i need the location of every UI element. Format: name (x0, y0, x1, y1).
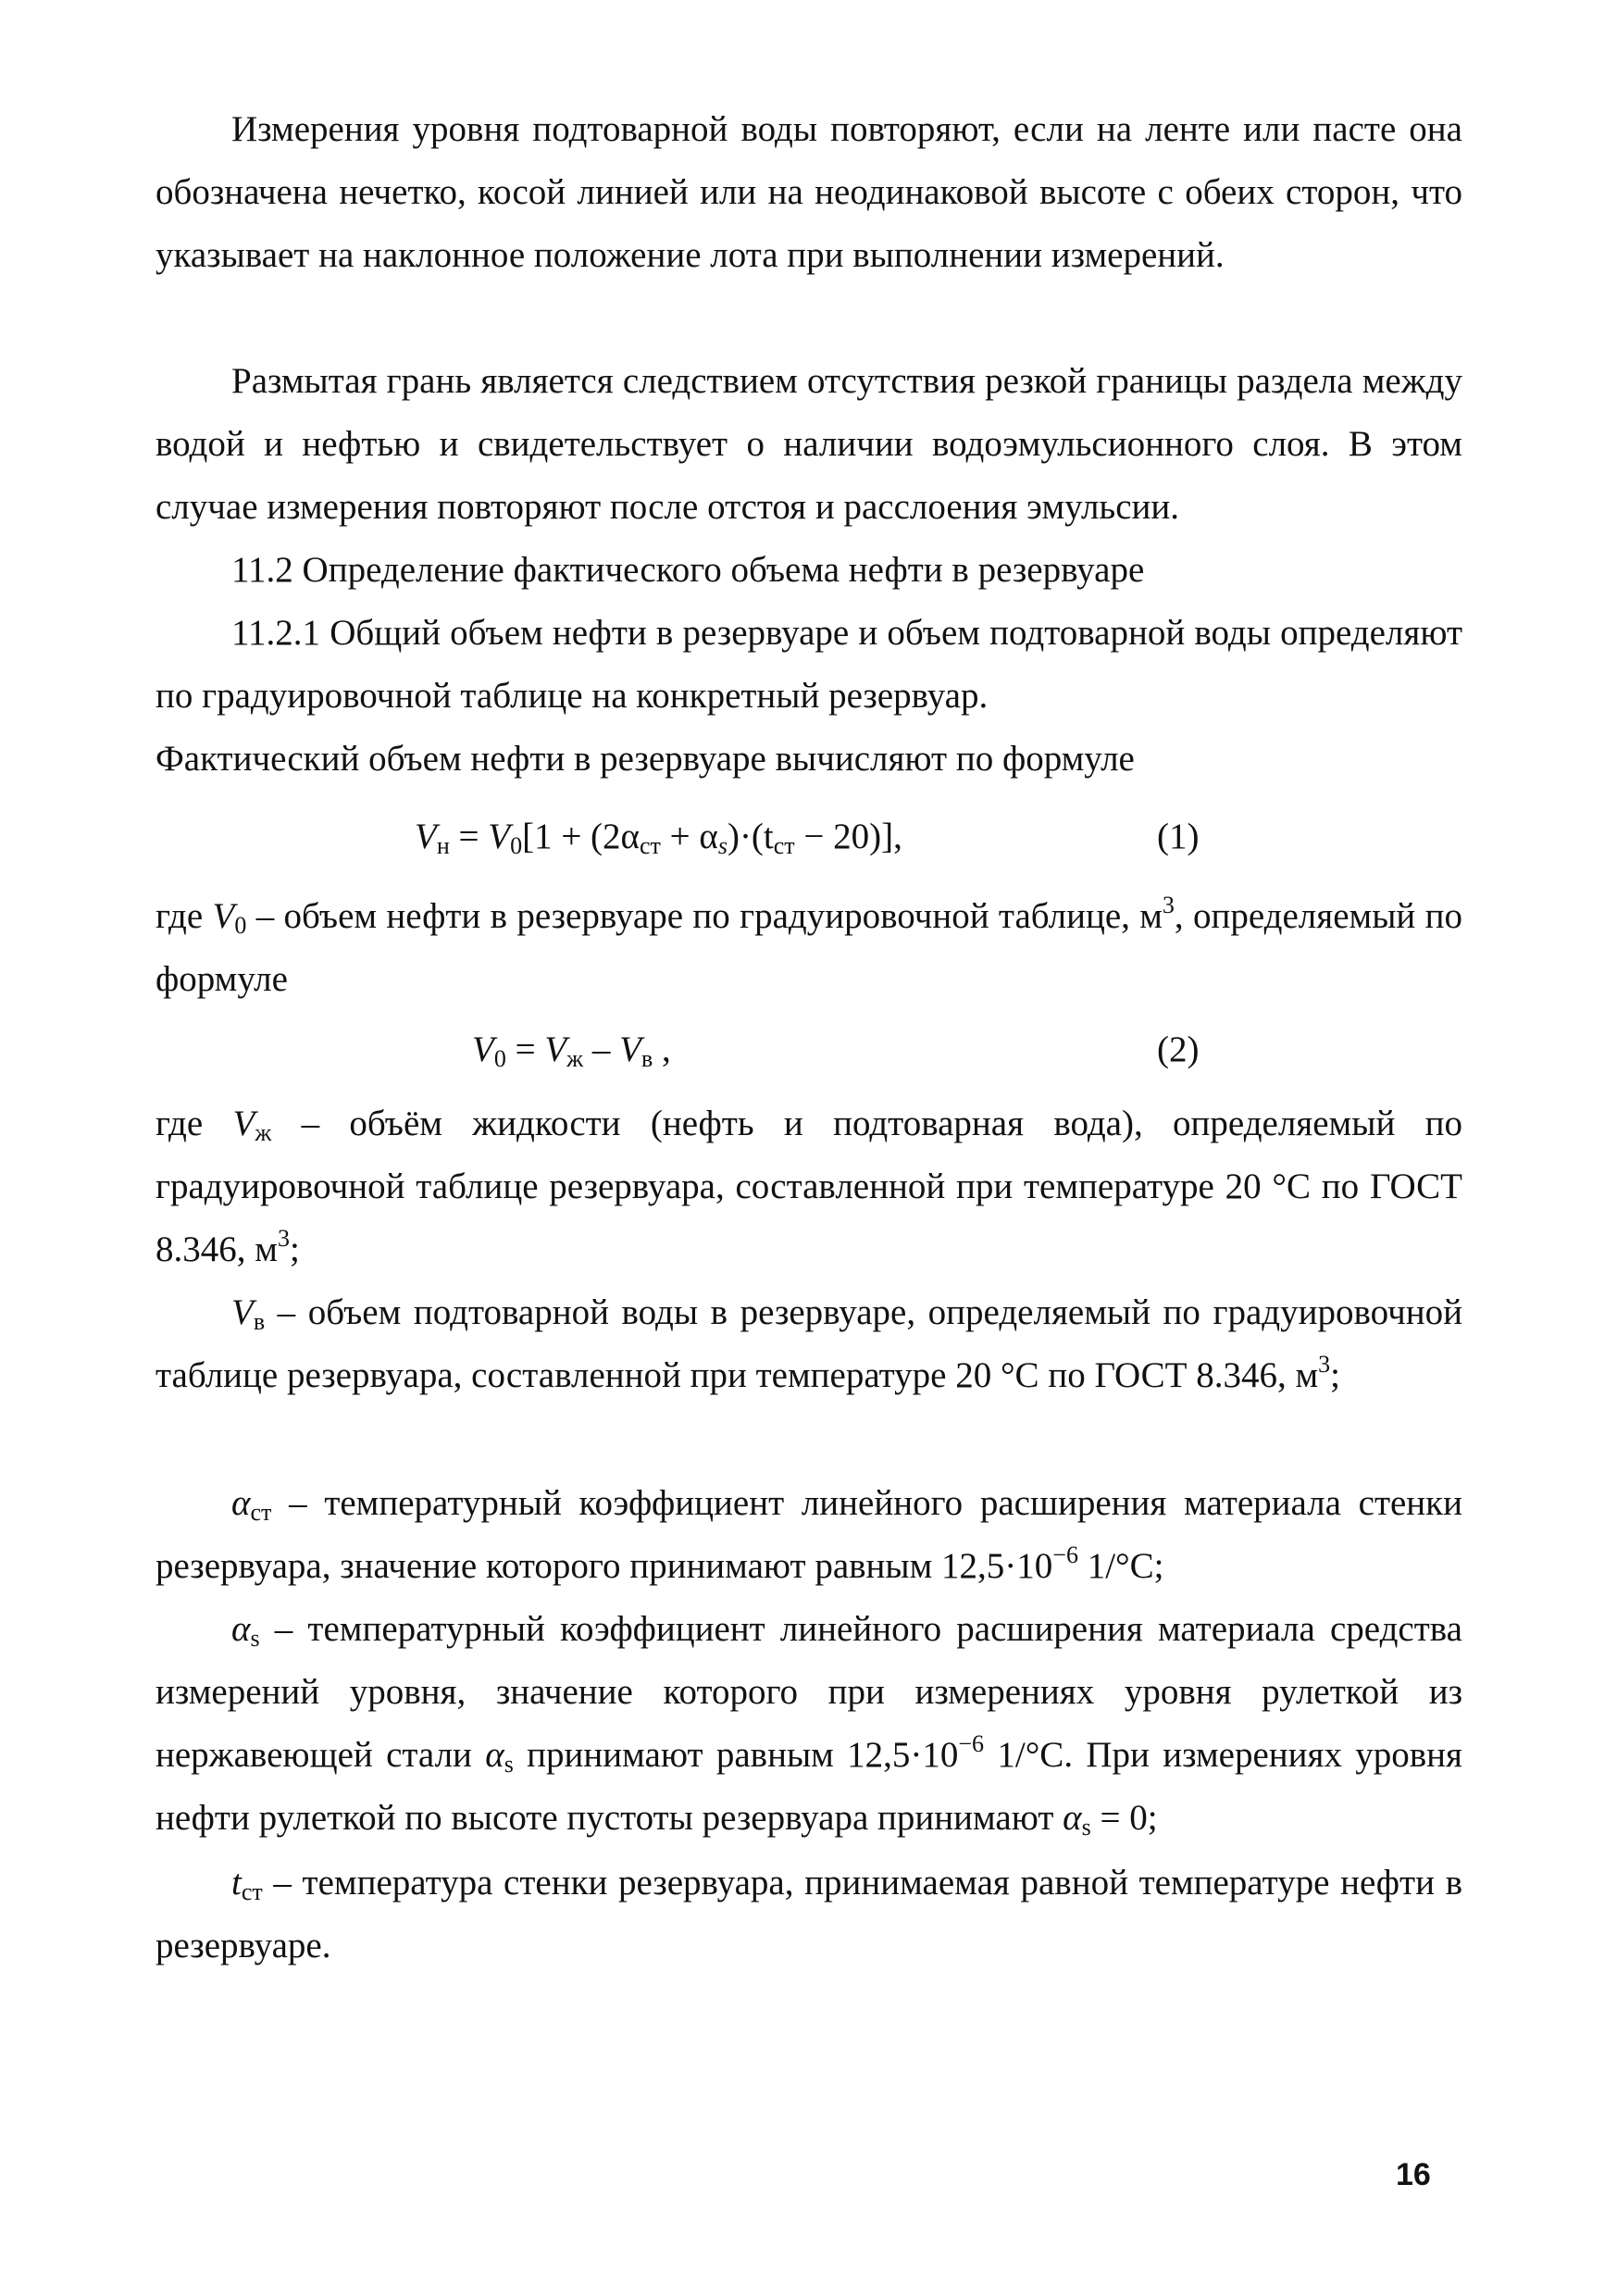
paragraph-water-level: Измерения уровня подтоварной воды повторяют, если на ленте или пасте она обозначена нечетко, косой линией или на неодинаковой высоте с обеих сторон, что указывает на наклонное положение лота при выполнении измерений. (155, 109, 1462, 275)
equation-number-2: (2) (1157, 1029, 1200, 1069)
page-number: 16 (1396, 2157, 1431, 2192)
definition-v-liquid: где $V_ж$ – объём жидкости (нефть и подтоварная вода), определяемый по градуировочной таблице резервуара, составленной при температуре 20 °С по ГОСТ 8.346, $м^3$; (155, 1104, 1462, 1269)
definition-alpha-s: $\alpha_s$ – температурный коэффициент линейного расширения материала средства измерений уровня, значение которого при измерениях уровня рулеткой из нержавеющей стали $\alpha_s$ принимают равным $12,5\cdot 10^{-6}$ 1/°С. При измерениях уровня нефти рулеткой по высоте пустоты резервуара принимают $\alpha_s = 0$; (155, 1609, 1462, 1841)
formula-2: $V_0 = V_ж - V_в$ , (472, 1029, 671, 1072)
section-heading: 11.2 Определение фактического объема нефти в резервуаре (231, 550, 1145, 590)
definition-t-wall: $t_{ст}$ – температура стенки резервуара, принимаемая равной температуре нефти в резервуаре. (155, 1863, 1462, 1965)
definition-v0: где $V_0$ – объем нефти в резервуаре по градуировочной таблице, $м^3$, определяемый по формуле (155, 892, 1462, 999)
paragraph-blurred-edge: Размытая грань является следствием отсутствия резкой границы раздела между водой и нефтью и свидетельствует о наличии водоэмульсионного слоя. В этом случае измерения повторяют после отстоя и расслоения эмульсии. (155, 361, 1462, 527)
paragraph-total-volume: 11.2.1 Общий объем нефти в резервуаре и объем подтоварной воды определяют по градуировочной таблице на конкретный резервуар. (155, 613, 1462, 716)
formula-intro: Фактический объем нефти в резервуаре вычисляют по формуле (155, 739, 1135, 779)
definition-v-water: $V_в$ – объем подтоварной воды в резервуаре, определяемый по градуировочной таблице резервуара, составленной при температуре 20 °С по ГОСТ 8.346, $м^3$; (155, 1292, 1462, 1395)
equation-number-1: (1) (1157, 817, 1200, 856)
formula-1: $V_н = V_0[1 + (2\alpha_{ст} + \alpha_s)\cdot(t_{ст} - 20)]$, (415, 817, 902, 859)
definition-alpha-wall: $\alpha_{ст}$ – температурный коэффициент линейного расширения материала стенки резервуара, значение которого принимают равным $12,5\cdot 10^{-6}$ 1/°С; (155, 1483, 1462, 1586)
